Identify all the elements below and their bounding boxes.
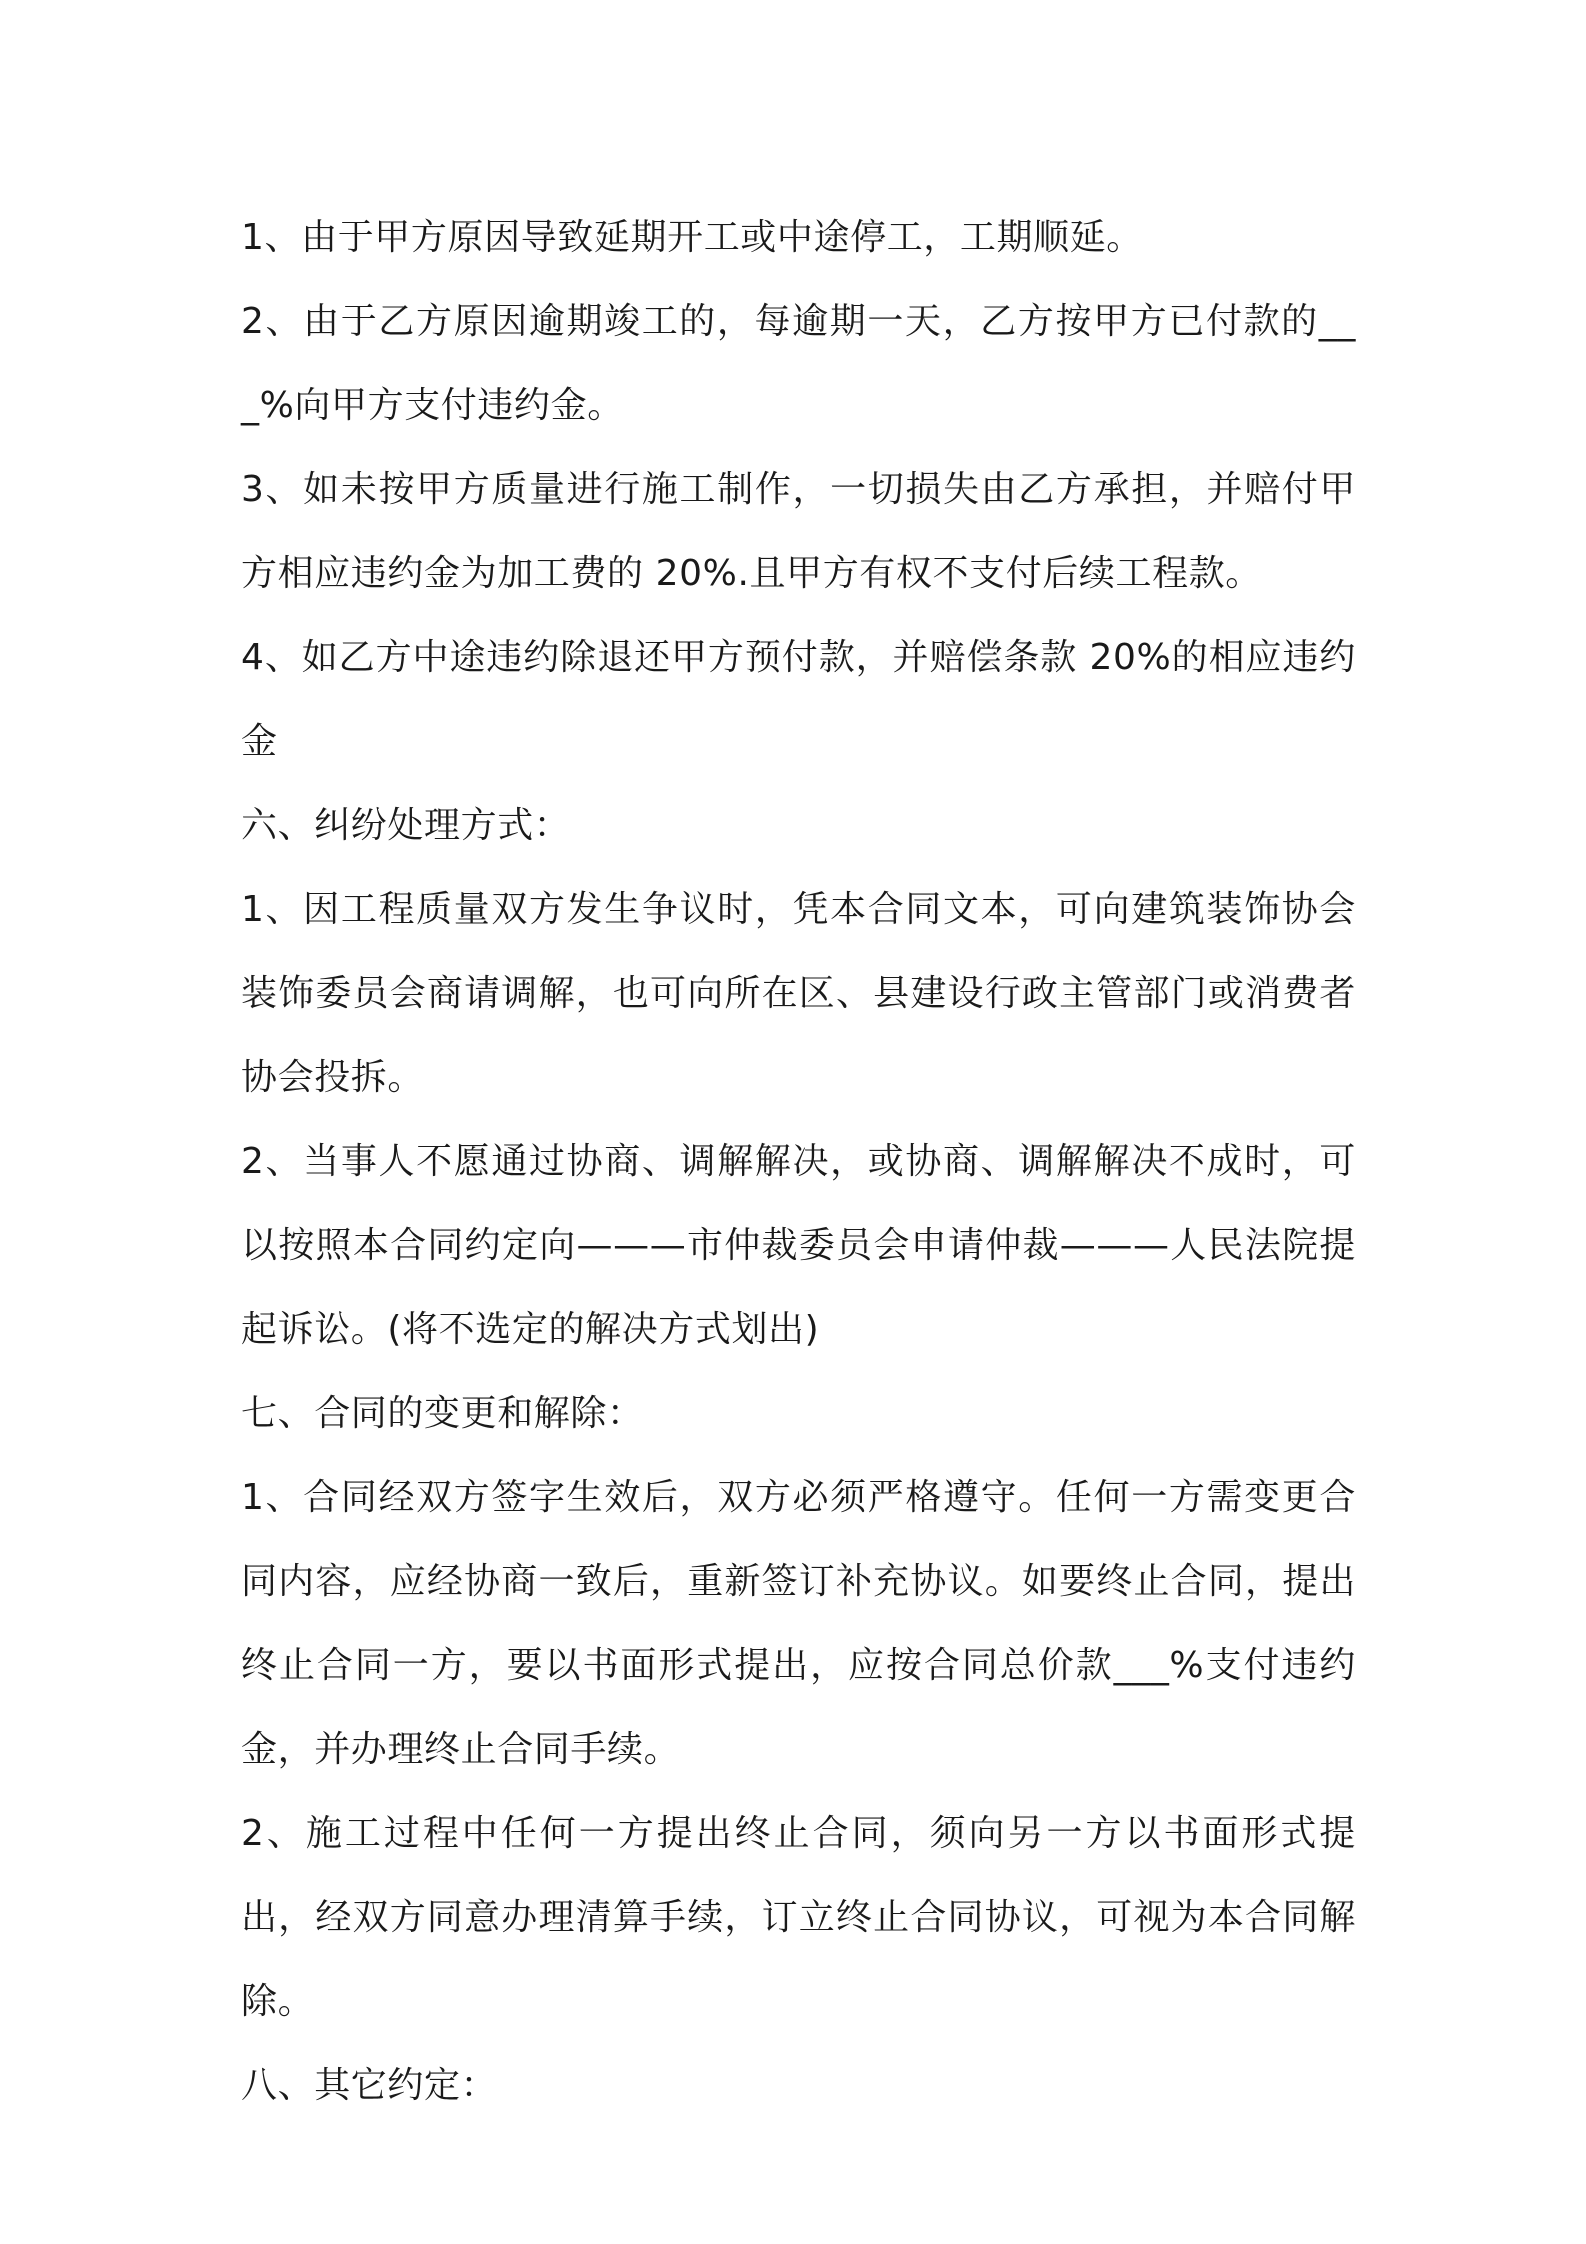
clause-contract-change: 1、合同经双方签字生效后，双方必须严格遵守。任何一方需变更合同内容，应经协商一致后，重新签订补充协议。如要终止合同，提出终止合同一方，要以书面形式提出，应按合同总价款___%支付违约金，并办理终止合同手续。 bbox=[241, 1477, 1356, 1770]
section-heading-change-termination: 七、合同的变更和解除： bbox=[241, 1393, 644, 1434]
clause-delay-start: 1、由于甲方原因导致延期开工或中途停工，工期顺延。 bbox=[241, 217, 1143, 258]
section-heading-dispute: 六、纠纷处理方式： bbox=[241, 805, 571, 846]
clause-termination-during-construction: 2、施工过程中任何一方提出终止合同，须向另一方以书面形式提出，经双方同意办理清算手续，订立终止合同协议，可视为本合同解除。 bbox=[241, 1813, 1356, 2022]
clause-overdue-completion: 2、由于乙方原因逾期竣工的，每逾期一天，乙方按甲方已付款的___%向甲方支付违约金。 bbox=[241, 301, 1356, 426]
section-heading-other: 八、其它约定： bbox=[241, 2065, 498, 2106]
document-body bbox=[241, 196, 1356, 2128]
clause-quality-loss: 3、如未按甲方质量进行施工制作，一切损失由乙方承担，并赔付甲方相应违约金为加工费的 20%.且甲方有权不支付后续工程款。 bbox=[241, 469, 1356, 594]
clause-dispute-arbitration: 2、当事人不愿通过协商、调解解决，或协商、调解解决不成时，可以按照本合同约定向———市仲裁委员会申请仲裁———人民法院提起诉讼。(将不选定的解决方式划出) bbox=[241, 1141, 1356, 1350]
clause-dispute-mediation: 1、因工程质量双方发生争议时，凭本合同文本，可向建筑装饰协会装饰委员会商请调解，也可向所在区、县建设行政主管部门或消费者协会投拆。 bbox=[241, 889, 1356, 1098]
clause-midway-breach: 4、如乙方中途违约除退还甲方预付款，并赔偿条款 20%的相应违约金 bbox=[241, 637, 1356, 762]
